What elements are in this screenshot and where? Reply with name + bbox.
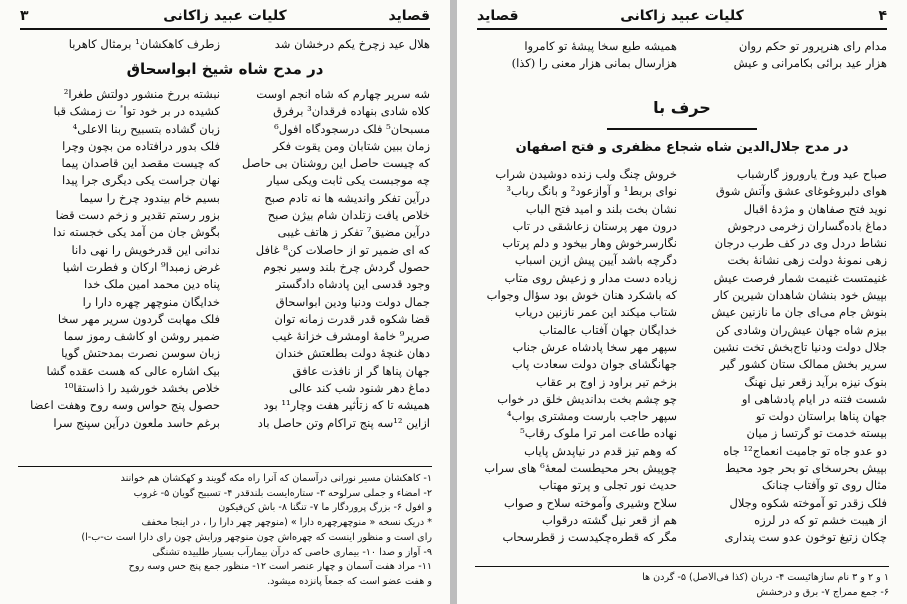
verse-line: برغم حاسد ملعون درآین سپنج سرا	[53, 415, 220, 430]
verse-line: شه سریر چهارم که شاه انجم اوست	[256, 87, 430, 101]
book-title: کلیات عبید زاکانی	[620, 8, 744, 24]
verse-line: جمال دولت ودنیا ودین ابواسحاق	[275, 294, 430, 309]
verse-line: کلاه شادی بنهاده فرقدان³ برفرق	[273, 104, 430, 119]
verse-line: زهی نمونهٔ دولت زهی نشانهٔ بخت	[727, 253, 887, 268]
right-page	[457, 0, 907, 604]
verse-line: مثال روی تو وآفتاب چنانک	[762, 478, 887, 493]
footnote-line: ۱۱- مراد هفت آسمان و چهار عنصر است ۱۲- منظور جمع پنج حس وسه روح	[128, 561, 432, 573]
verse-line: فلک مهابت گردون سریر مهر سخا	[57, 311, 220, 326]
verse-line: بسیم خام بیندود چرخ را سیما	[79, 190, 220, 205]
verse-line: جهان پناها گر از نافذت عافق	[292, 363, 430, 378]
verse-right: هلال عید زچرخ یکم درخشان شد	[274, 37, 430, 51]
column-right	[687, 38, 887, 73]
poem-body	[477, 166, 887, 562]
verse-line: خدایگان منوچهر چهره دارا را	[82, 294, 220, 309]
section-title: قصاید	[388, 8, 430, 24]
page-header	[477, 8, 887, 30]
verse-line: غرض زمبدا⁹ ارکان و فطرت اشیا	[62, 259, 220, 274]
verse-line: فلک زقدر تو آموخته شکوه وجلال	[729, 495, 887, 510]
verse-line: زبان گشاده بتسبیح ربنا الاعلی⁴	[72, 121, 220, 136]
verse-line: خدایگان جهان آفتاب عالمتاب	[539, 322, 677, 337]
heading-ornament	[607, 128, 757, 130]
verse-line: که چیست مقصد این قاصدان پیما	[61, 156, 220, 171]
verse-line: که وهم تیز قدم در نیاپدش پایاب	[524, 443, 677, 458]
verse-line: نهاده طاعت امر ترا ملوک رقاب⁵	[520, 426, 677, 441]
verse-line: سپهر حاجب بارست ومشتری بواب⁴	[506, 409, 677, 424]
verse-line: فلک بدور درافتاده من بچون وچرا	[62, 138, 220, 153]
verse-line: کشیده در بر خود تواٴ ت زمشک قبا	[53, 104, 220, 119]
verse-line: صریر⁹ خامهٔ اومشرف خزانهٔ غیب	[271, 329, 430, 344]
verse-line: درآین تفکر واندیشه ها نه تادم صبح	[264, 190, 430, 205]
verse-left: زطرف کاهکشان¹ برمثال کاهربا	[68, 37, 220, 51]
column-right	[230, 86, 430, 432]
verse-line: درآین مضیق⁷ تفکر ز هاتف غیبی	[277, 225, 430, 240]
verse-line: حدیث نور تجلی و پرتو مهتاب	[538, 478, 677, 493]
page-number: ٣	[20, 8, 29, 24]
verse-line: همیشه تا که زتأثیر هفت وچار¹¹ بود	[263, 398, 430, 413]
footnote-rule	[475, 566, 889, 567]
verse-line: نوید فتح صفاهان و مژدهٔ اقبال	[743, 201, 887, 216]
verse-line: بگوش جان من آمد یکی خجسته ندا	[53, 225, 220, 240]
verse-line: دو عدو جاه تو جامیت انعماج¹² جاه	[723, 443, 887, 458]
footnote-line: ۶- جمع ممراج ۷- برق و درخشش	[756, 586, 889, 598]
verse-line: نشاط دردل وی در کف طرب درجان	[714, 236, 887, 251]
verse-line: چه موجبست یکی ثابت ویکی سیار	[267, 173, 430, 188]
verse-line: بیسته خدمت تو گرتسا ز ميان	[746, 426, 887, 441]
footnote-line: و هفت عضو است که جمعاً پانزده میشود.	[267, 575, 432, 587]
poem-heading: در مدح شاه شیخ ابواسحاق	[126, 60, 324, 78]
verse-line: بیزم شاه جهان عیش‌ران وشادی کن	[715, 322, 887, 337]
verse-line: قضا شکوه قدر قدرت زمانه توان	[274, 311, 430, 326]
verse-line: چوپیش بحر محیطست لمعهٔ⁶ های سراب	[484, 461, 677, 476]
verse-line: دماغ دهر شنود شب کند عالی	[289, 381, 430, 396]
verse-line: هزار عید برائی بکامرانی و عیش	[733, 56, 887, 71]
verse-line: که چیست حاصل این روشنان بی حاصل	[242, 156, 430, 171]
verse-line: دگرچه باشد آیین پیش ازین اسباب	[514, 253, 677, 268]
section-title: قصاید	[477, 8, 519, 24]
verse-line: وجود قدسی این پادشاه دادگستر	[275, 277, 430, 292]
verse-line: سلاح وشیری وآموخته سلاح و صواب	[504, 495, 677, 510]
footnote-line: و افول ۶- بزرگ پروردگار ما ۷- تنگنا ۸- باش کن‌فیکون	[218, 502, 432, 514]
column-right	[687, 166, 887, 547]
verse-line: بنوش جام می‌ای جان ما نازنین عیش	[711, 305, 887, 320]
verse-line: نبشته بررخ منشور دولتش طغرا²	[63, 87, 220, 101]
verse-line: نشان بخت بلند و امید فتح الباب	[525, 201, 677, 216]
verse-line: حصول گردش چرخ بلند وسیر نجوم	[263, 259, 430, 274]
verse-line: که ای ضمیر تو از حاصلات کن⁸ غافل	[255, 242, 430, 257]
book-title: کلیات عبید زاکانی	[163, 8, 287, 24]
verse-line: ندانی این قدرخویش را نهی دانا	[71, 242, 220, 257]
verse-line: سریر بخش ممالک ستان کشور گیر	[720, 357, 887, 372]
verse-line: زبان سوسن نصرت بمدحتش گویا	[61, 346, 220, 361]
footnote-rule	[18, 466, 432, 467]
verse-line: همیشه طبع سخا پیشهٔ تو کامروا	[524, 39, 677, 53]
footnote-line: رای است و منظور اینست که چهره‌اش چون منوچهر ورایش چون رای دارا است ت-ب-ا)	[81, 531, 432, 543]
verse-line: زمان ببین شتابان ومن یقوت فکر	[272, 138, 430, 153]
verse-line: از هیبت خشم تو که در لرزه	[754, 512, 887, 527]
verse-line: نهان جراست یکی دیگری جرا پیدا	[61, 173, 220, 188]
letter-heading: حرف با	[653, 98, 711, 117]
verse-line: جهان پناها براستان دولت تو	[755, 409, 887, 424]
verse-line: بنوک نیزه برآید زقعر نیل نهنگ	[744, 374, 887, 389]
verse-line: صباح عید ورخ یاروروز گارشباب	[736, 167, 887, 181]
poem-body	[20, 86, 430, 430]
verse-line: جلال دولت ودنیا تاج‌بخش تخت نشین	[713, 339, 887, 354]
verse-line: شتاب میکند این عمر نازنین دریاب	[514, 305, 677, 320]
column-left	[20, 86, 220, 432]
verse-line: هم از قعر نیل گشته درقواب	[541, 512, 677, 527]
column-left	[477, 166, 677, 547]
verse-line: بزخم تیر براود ز اوج بر عقاب	[536, 374, 677, 389]
verse-line: سپهر مهر سخا پادشاه عرش جناب	[512, 339, 677, 354]
verse-line: خروش چنگ ولب زنده دوشیدن شراب	[495, 167, 677, 181]
poem-heading: در مدح جلال‌الدین شاه شجاع مظفری و فتح اصفهان	[515, 140, 849, 155]
verse-line: درون مهر پرستان زعاشقی در تاب	[512, 218, 677, 233]
verse-line: شست فتنه در ایام پادشاهی او	[741, 391, 887, 406]
verse-line: بزور رستم تقدیر و زخم دست قضا	[55, 208, 220, 223]
verse-line: خلاص بخشد خورشید را ذاستقا¹⁰	[64, 381, 220, 396]
verse-line: نگارسرخوش وهار بیخود و دلم پرتاب	[502, 236, 677, 251]
verse-line: ضمیر روشن او کاشف رموز سما	[63, 329, 220, 344]
verse-line: جهانگشای جوان دولت سعادت پاب	[511, 357, 677, 372]
verse-line: مسبحان⁵ فلک درسجودگاه افول⁶	[274, 121, 430, 136]
footnote-line: ۱ و ۲ و ۳ نام سازهائیست ۴- دربان (کذا فی‌الاصل) ۵- گردن ها	[642, 572, 889, 583]
verse-line: دماغ باده‌گساران زخرمی درجوش	[727, 218, 887, 233]
top-couplet	[20, 36, 430, 56]
book-gutter	[450, 0, 457, 604]
page-number: ۴	[878, 8, 887, 24]
column-left	[477, 38, 677, 73]
verse-line: حصول پنج حواس وسه روح وهفت اعضا	[30, 398, 220, 413]
verse-line: پناه دین محمد امین ملک خدا	[83, 277, 220, 292]
verse-line: مگر که قطره‌چکیدست ز قطرسحاب	[502, 530, 677, 545]
verse-line: مدام رای هنرپرور تو حکم روان	[738, 39, 887, 53]
verse-line: نوای بربط¹ و آوازعود² و بانگ رباب³	[506, 184, 677, 199]
verse-line: هوای دلبروغوغای عشق وآتش شوق	[715, 184, 887, 199]
top-couplets	[477, 38, 887, 78]
left-page	[0, 0, 450, 604]
footnote-line: ۲- امضاء و جملی سرلوحه ۳- ستاره‌ایست بلندقدر ۴- تسبیح گویان ۵- غروب	[133, 487, 432, 499]
verse-line: چکان زتیغ توخون عدو ست پنداری	[724, 530, 887, 545]
footnote-line: ۹- آواز و صدا ۱۰- بیماری خاصی که درآن بیمارآب بسیار طلبیده تشنگی	[152, 546, 432, 558]
footnote-line: * دریک نسخه « منوچهرچهره دارا » (منوچهر چهر دارا را ، در اینجا مخفف	[141, 517, 432, 529]
verse-line: بیک اشاره عالی که هست عقده گشا	[46, 363, 220, 378]
verse-line: بپیش خود بنشان شاهدان شیرین کار	[714, 288, 887, 303]
verse-line: چو چشم بخت بداندیش خلق در خواب	[497, 391, 677, 406]
verse-line: دهان غنچهٔ دولت بطلعتش خندان	[275, 346, 430, 361]
page-header	[20, 8, 430, 30]
footnote-line: ۱- کاهکشان مسیر نورانی درآسمان که آنرا راه مکه گویند و کهکشان هم خوانند	[120, 473, 432, 484]
verse-line: غنیمتست غنیمت شمار فرصت عیش	[713, 270, 887, 285]
verse-line: خلاص یافت زتلدان شام بیژن صبح	[267, 208, 430, 223]
verse-line: زیاده دست مدار و زعیش روی متاب	[504, 270, 677, 285]
verse-line: ازاین ¹²سه پنج تراکام وتن حاصل باد	[257, 415, 430, 430]
verse-line: بپیش بحرسخای تو بحر جود محیط	[725, 461, 887, 476]
verse-line: هزارسال بمانی هزار معنی را (کذا)	[511, 56, 677, 71]
verse-line: که باشکرد هنان خوش بود سؤال وجواب	[486, 288, 677, 303]
